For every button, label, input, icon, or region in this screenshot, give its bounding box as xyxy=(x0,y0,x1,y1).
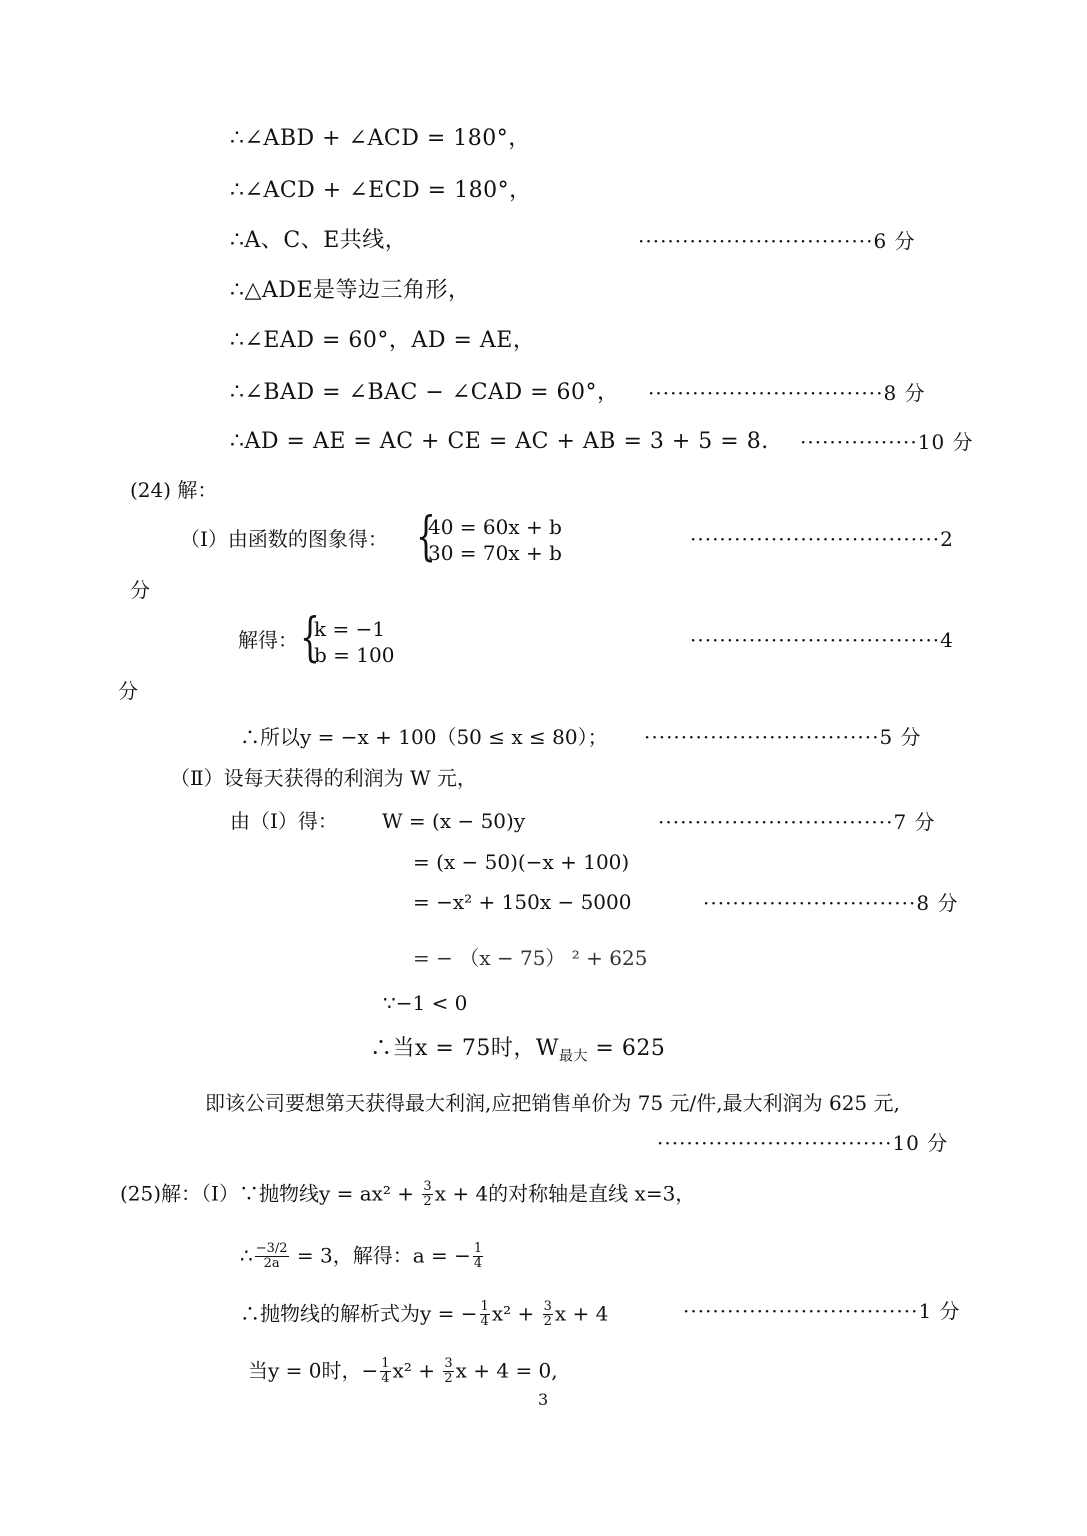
page-number: 3 xyxy=(538,1390,549,1409)
proof-line-1: ∴∠ABD + ∠ACD = 180°， xyxy=(230,126,531,151)
proof-line-5: ∴∠EAD = 60°，AD = AE， xyxy=(230,328,536,353)
score-mark-2: ··································2 xyxy=(690,527,954,551)
q25-heading: (25)解：（Ⅰ）∵抛物线y = ax² + $\frac{3}{2}$ x + 4的对称轴是直线 x=3， xyxy=(120,1179,696,1210)
conclusion-text: 即该公司要想第天获得最大利润,应把销售单价为 75 元/件,最大利润为 625 元, xyxy=(205,1091,900,1115)
from-part1-label: 由（Ⅰ）得： xyxy=(230,809,338,833)
proof-line-2: ∴∠ACD + ∠ECD = 180°， xyxy=(230,178,532,203)
score-mark-4: ··································4 xyxy=(690,628,954,652)
parabola-expression: ∴抛物线的解析式为y = − $\frac{1}{4}$ x² + $\frac{3}{2}$ x + 4 xyxy=(240,1299,609,1330)
score-mark-10b: ································10 分 xyxy=(657,1131,949,1155)
maximum-line: ∴当x = 75时，$W_{最大} = 625$ xyxy=(370,1036,666,1065)
proof-line-6: ∴∠BAD = ∠BAC − ∠CAD = 60°， xyxy=(230,380,620,405)
score-mark-6: ································6 分 xyxy=(638,229,916,253)
zero-equation: 当y = 0时，− $\frac{1}{4}$ x² + $\frac{3}{2}$ x + 4 = 0, xyxy=(248,1356,558,1387)
profit-eq-3: = −x² + 150x − 5000 xyxy=(413,890,632,914)
fraction: $\frac{1}{4}$ xyxy=(480,1299,489,1330)
profit-eq-4: = − （x − 75） ² + 625 xyxy=(413,946,648,970)
fraction: $\frac{3}{2}$ xyxy=(444,1356,453,1387)
score-mark-8b: ·····························8 分 xyxy=(703,891,959,915)
fraction: $\frac{3}{2}$ xyxy=(543,1299,552,1330)
q24-heading: (24) 解： xyxy=(130,478,218,502)
subscript-max: 最大 xyxy=(558,1048,588,1065)
fraction: $\frac{1}{4}$ xyxy=(381,1356,390,1387)
solve-label: 解得： xyxy=(238,628,298,652)
score-mark-2-wrap: 分 xyxy=(130,578,150,602)
system-brace: { xyxy=(300,608,320,668)
solution-eq-2: b = 100 xyxy=(314,643,395,667)
q24-part1-label: （Ⅰ）由函数的图象得： xyxy=(180,527,388,551)
fraction: $\frac{1}{4}$ xyxy=(473,1241,483,1272)
fraction: $\frac{3}{2}$ xyxy=(423,1179,432,1210)
score-mark-5: ································5 分 xyxy=(644,725,922,749)
profit-eq-1: W = (x − 50)y xyxy=(382,809,526,833)
proof-line-7: ∴AD = AE = AC + CE = AC + AB = 3 + 5 = 8. xyxy=(230,429,769,454)
profit-eq-2: = (x − 50)(−x + 100) xyxy=(413,850,630,874)
score-mark-10: ················10 分 xyxy=(800,430,974,454)
proof-line-4: ∴△ADE是等边三角形， xyxy=(230,278,471,303)
system-eq-2: 30 = 70x + b xyxy=(428,541,562,565)
score-mark-8: ································8 分 xyxy=(648,381,926,405)
q24-part2-label: （Ⅱ）设每天获得的利润为 W 元， xyxy=(170,766,477,790)
system-brace: { xyxy=(416,507,436,567)
axis-equation: ∴ $\frac{-3/2}{2a}$ = 3，解得：a = − $\frac{1}{4}$ xyxy=(240,1241,483,1272)
system-eq-1: 40 = 60x + b xyxy=(428,515,562,539)
score-mark-7: ································7 分 xyxy=(658,810,936,834)
solution-eq-1: k = −1 xyxy=(314,617,386,641)
function-result: ∴所以y = −x + 100（50 ≤ x ≤ 80）； xyxy=(240,725,608,749)
fraction: $\frac{-3/2}{2a}$ xyxy=(255,1241,288,1272)
score-mark-4-wrap: 分 xyxy=(118,679,138,703)
proof-line-3: ∴A、C、E共线， xyxy=(230,228,408,253)
score-mark-1: ································1 分 xyxy=(683,1299,961,1323)
coefficient-condition: ∵−1 < 0 xyxy=(383,991,468,1015)
